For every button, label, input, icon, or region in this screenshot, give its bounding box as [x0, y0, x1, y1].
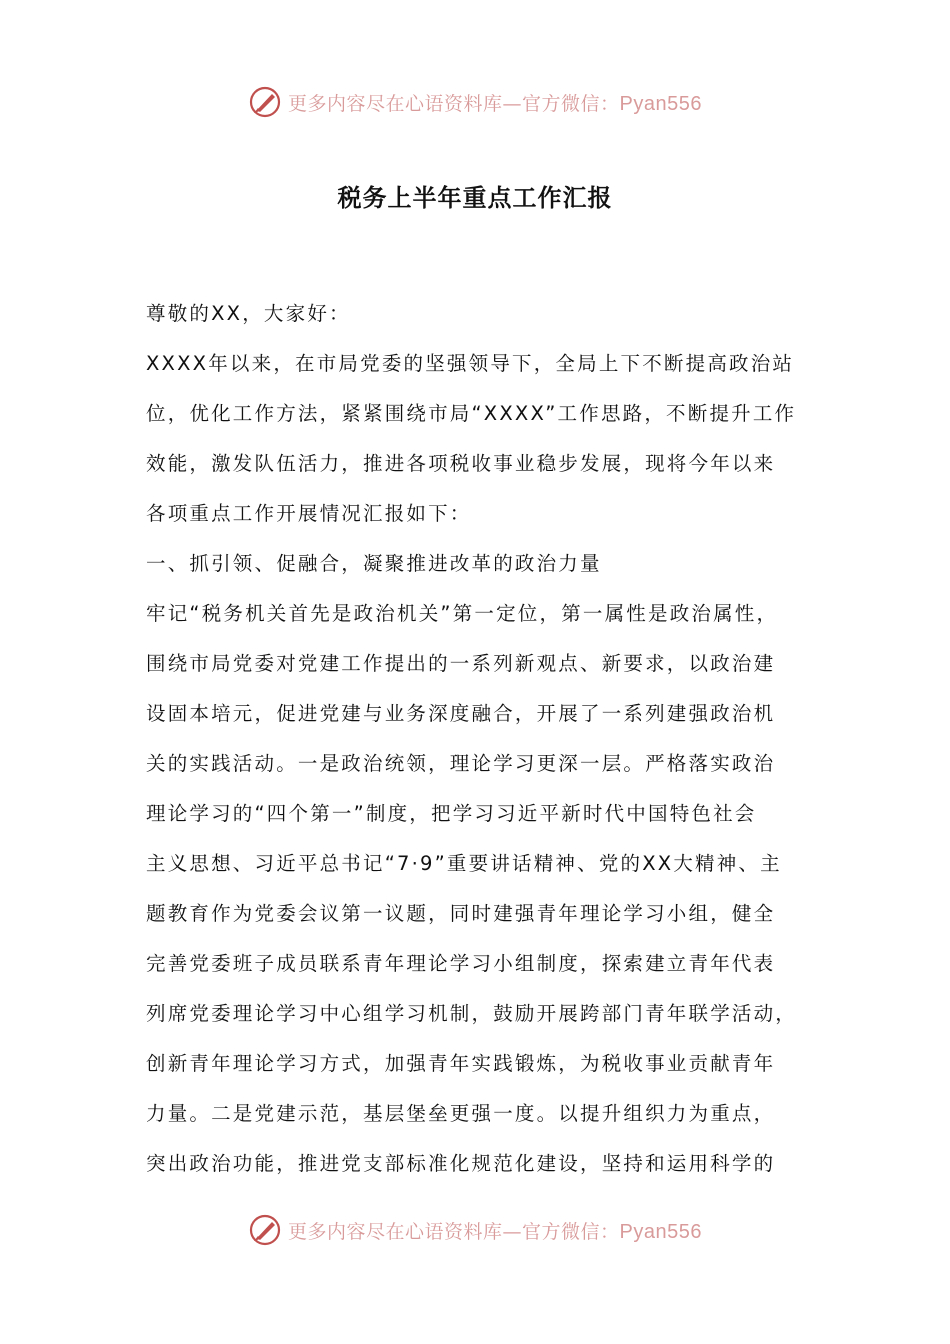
text-line: 效能，激发队伍活力，推进各项税收事业稳步发展，现将今年以来	[146, 452, 776, 475]
text-line: 突出政治功能，推进党支部标准化规范化建设，坚持和运用科学的	[146, 1152, 776, 1175]
text-line: 一、抓引领、促融合，凝聚推进改革的政治力量	[146, 552, 602, 575]
watermark-text: 更多内容尽在心语资料库—官方微信：Pyan556	[288, 1220, 702, 1243]
pen-logo-icon	[248, 85, 282, 119]
text-line: 力量。二是党建示范，基层堡垒更强一度。以提升组织力为重点，	[146, 1102, 776, 1125]
text-line: 关的实践活动。一是政治统领，理论学习更深一层。严格落实政治	[146, 752, 776, 775]
text-line: 完善党委班子成员联系青年理论学习小组制度，探索建立青年代表	[146, 952, 776, 975]
watermark-text: 更多内容尽在心语资料库—官方微信：Pyan556	[288, 92, 702, 115]
text-line: 围绕市局党委对党建工作提出的一系列新观点、新要求，以政治建	[146, 652, 776, 675]
wechat-id: Pyan556	[619, 92, 702, 115]
document-title: 税务上半年重点工作汇报	[337, 184, 613, 212]
text-line: 理论学习的“四个第一”制度，把学习习近平新时代中国特色社会	[146, 802, 757, 825]
watermark-banner-top	[0, 82, 950, 122]
watermark-banner-bottom	[0, 1210, 950, 1250]
text-line: 列席党委理论学习中心组学习机制，鼓励开展跨部门青年联学活动，	[146, 1002, 798, 1025]
text-line: 各项重点工作开展情况汇报如下：	[146, 502, 472, 525]
text-line: 题教育作为党委会议第一议题，同时建强青年理论学习小组，健全	[146, 902, 776, 925]
text-line: 牢记“税务机关首先是政治机关”第一定位，第一属性是政治属性，	[146, 602, 779, 625]
text-line: 位，优化工作方法，紧紧围绕市局“XXXX”工作思路，不断提升工作	[146, 402, 797, 425]
wechat-id: Pyan556	[619, 1220, 702, 1243]
pen-logo-icon	[248, 1213, 282, 1247]
text-line: 创新青年理论学习方式，加强青年实践锻炼，为税收事业贡献青年	[146, 1052, 776, 1075]
text-line: 尊敬的XX，大家好：	[146, 302, 351, 325]
text-line: XXXX年以来，在市局党委的坚强领导下，全局上下不断提高政治站	[146, 352, 795, 375]
text-line: 主义思想、习近平总书记“7·9”重要讲话精神、党的XX大精神、主	[146, 852, 782, 875]
text-line: 设固本培元，促进党建与业务深度融合，开展了一系列建强政治机	[146, 702, 776, 725]
document-body	[146, 294, 816, 1194]
